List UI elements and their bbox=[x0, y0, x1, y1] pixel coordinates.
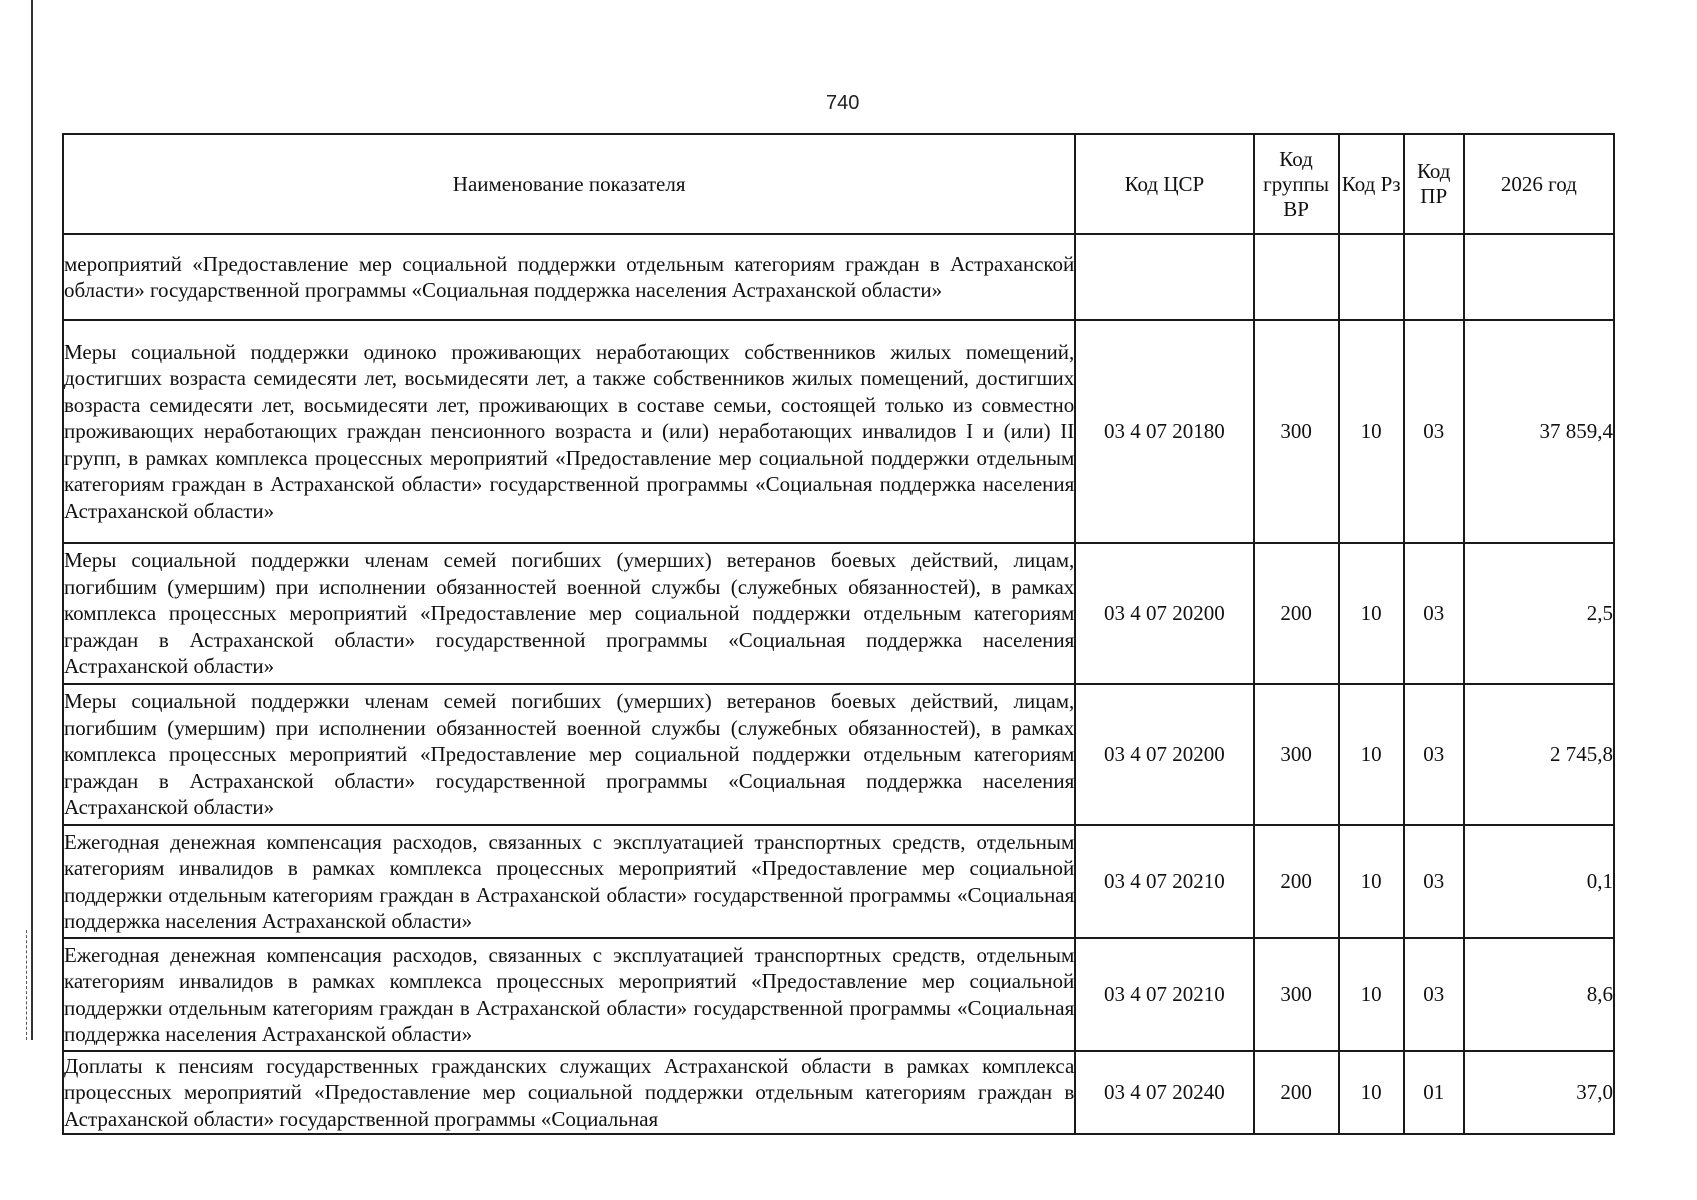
row-csr-cell: 03 4 07 20200 bbox=[1075, 543, 1253, 684]
budget-table bbox=[62, 133, 1615, 1135]
row-pr-cell: 03 bbox=[1404, 543, 1464, 684]
table-row bbox=[63, 234, 1614, 320]
table-row bbox=[63, 938, 1614, 1051]
row-sum-cell: 37,0 bbox=[1464, 1051, 1614, 1134]
row-rz-cell: 10 bbox=[1339, 825, 1404, 938]
header-year-2026: 2026 год bbox=[1464, 134, 1614, 234]
row-pr-cell: 03 bbox=[1404, 825, 1464, 938]
row-csr-cell: 03 4 07 20180 bbox=[1075, 320, 1253, 543]
binding-edge-dashes bbox=[26, 930, 28, 1040]
header-rz-code: Код Рз bbox=[1339, 134, 1404, 234]
header-name: Наименование показателя bbox=[63, 134, 1075, 234]
row-vr-cell: 300 bbox=[1254, 938, 1339, 1051]
row-csr-cell: 03 4 07 20200 bbox=[1075, 684, 1253, 825]
row-csr-cell bbox=[1075, 234, 1253, 320]
table-row bbox=[63, 1051, 1614, 1134]
row-name-cell: Меры социальной поддержки членам семей погибших (умерших) ветеранов боевых действий, лицам, погибшим (умершим) при исполнении обязанностей военной службы (служебных обязанностей), в рамках комплекса процессных мероприятий «Предоставление мер социальной поддержки отдельным категориям граждан в Астраханской области» государственной программы «Социальная поддержка населения Астраханской области» bbox=[63, 543, 1075, 684]
page-number: 740 bbox=[826, 92, 860, 114]
row-rz-cell: 10 bbox=[1339, 320, 1404, 543]
row-name-cell: Ежегодная денежная компенсация расходов, связанных с эксплуатацией транспортных средств, отдельным категориям инвалидов в рамках комплекса процессных мероприятий «Предоставление мер социальной поддержки отдельным категориям граждан в Астраханской области» государственной программы «Социальная поддержка населения Астраханской области» bbox=[63, 938, 1075, 1051]
row-name-cell: Меры социальной поддержки одиноко проживающих неработающих собственников жилых помещений, достигших возраста семидесяти лет, восьмидесяти лет, а также собственников жилых помещений, достигших возраста семидесяти лет, восьмидесяти лет, проживающих в составе семьи, состоящей только из совместно проживающих неработающих граждан пенсионного возраста и (или) неработающих инвалидов I и (или) II групп, в рамках комплекса процессных мероприятий «Предоставление мер социальной поддержки отдельным категориям граждан в Астраханской области» государственной программы «Социальная поддержка населения Астраханской области» bbox=[63, 320, 1075, 543]
header-vr-group-code: Код группы ВР bbox=[1254, 134, 1339, 234]
row-vr-cell: 300 bbox=[1254, 684, 1339, 825]
header-pr-code: Код ПР bbox=[1404, 134, 1464, 234]
header-csr-code: Код ЦСР bbox=[1075, 134, 1253, 234]
binding-edge-line bbox=[31, 0, 33, 1040]
row-csr-cell: 03 4 07 20240 bbox=[1075, 1051, 1253, 1134]
row-name-cell: Доплаты к пенсиям государственных гражданских служащих Астраханской области в рамках комплекса процессных мероприятий «Предоставление мер социальной поддержки отдельным категориям граждан в Астраханской области» государственной программы «Социальная bbox=[63, 1051, 1075, 1134]
table-row bbox=[63, 825, 1614, 938]
row-vr-cell bbox=[1254, 234, 1339, 320]
row-vr-cell: 200 bbox=[1254, 825, 1339, 938]
row-rz-cell: 10 bbox=[1339, 543, 1404, 684]
row-vr-cell: 200 bbox=[1254, 1051, 1339, 1134]
row-sum-cell: 37 859,4 bbox=[1464, 320, 1614, 543]
table-row bbox=[63, 684, 1614, 825]
row-name-cell: Ежегодная денежная компенсация расходов, связанных с эксплуатацией транспортных средств, отдельным категориям инвалидов в рамках комплекса процессных мероприятий «Предоставление мер социальной поддержки отдельным категориям граждан в Астраханской области» государственной программы «Социальная поддержка населения Астраханской области» bbox=[63, 825, 1075, 938]
row-vr-cell: 200 bbox=[1254, 543, 1339, 684]
row-vr-cell: 300 bbox=[1254, 320, 1339, 543]
row-pr-cell: 01 bbox=[1404, 1051, 1464, 1134]
row-sum-cell: 2 745,8 bbox=[1464, 684, 1614, 825]
row-name-cell: мероприятий «Предоставление мер социальной поддержки отдельным категориям граждан в Астраханской области» государственной программы «Социальная поддержка населения Астраханской области» bbox=[63, 234, 1075, 320]
row-csr-cell: 03 4 07 20210 bbox=[1075, 825, 1253, 938]
row-rz-cell: 10 bbox=[1339, 938, 1404, 1051]
row-pr-cell bbox=[1404, 234, 1464, 320]
row-pr-cell: 03 bbox=[1404, 320, 1464, 543]
table-row bbox=[63, 320, 1614, 543]
row-sum-cell bbox=[1464, 234, 1614, 320]
row-rz-cell: 10 bbox=[1339, 684, 1404, 825]
row-sum-cell: 0,1 bbox=[1464, 825, 1614, 938]
row-rz-cell bbox=[1339, 234, 1404, 320]
row-name-cell: Меры социальной поддержки членам семей погибших (умерших) ветеранов боевых действий, лицам, погибшим (умершим) при исполнении обязанностей военной службы (служебных обязанностей), в рамках комплекса процессных мероприятий «Предоставление мер социальной поддержки отдельным категориям граждан в Астраханской области» государственной программы «Социальная поддержка населения Астраханской области» bbox=[63, 684, 1075, 825]
row-sum-cell: 8,6 bbox=[1464, 938, 1614, 1051]
row-rz-cell: 10 bbox=[1339, 1051, 1404, 1134]
table-header-row bbox=[63, 134, 1614, 234]
row-pr-cell: 03 bbox=[1404, 684, 1464, 825]
row-sum-cell: 2,5 bbox=[1464, 543, 1614, 684]
row-pr-cell: 03 bbox=[1404, 938, 1464, 1051]
table-row bbox=[63, 543, 1614, 684]
row-csr-cell: 03 4 07 20210 bbox=[1075, 938, 1253, 1051]
